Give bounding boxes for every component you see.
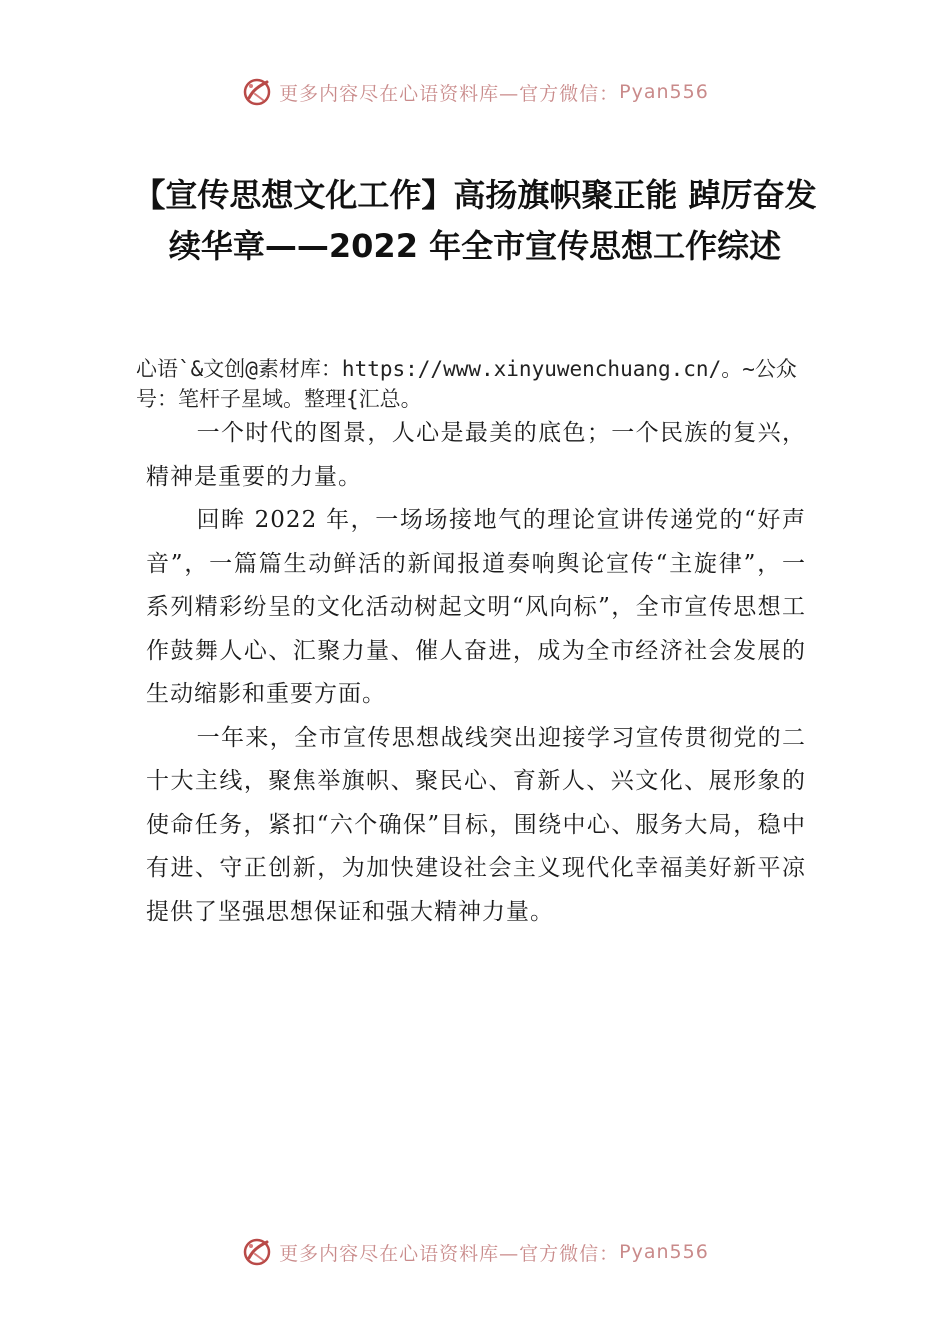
- brand-logo-icon: [241, 1236, 273, 1268]
- banner-text: 更多内容尽在心语资料库—官方微信：: [279, 82, 620, 105]
- paragraph: 一年来，全市宣传思想战线突出迎接学习宣传贯彻党的二十大主线，聚焦举旗帜、聚民心、育新人、兴文化、展形象的使命任务，紧扣“六个确保”目标，围绕中心、服务大局，稳中有进、守正创新，为加快建设社会主义现代化幸福美好新平凉提供了坚强思想保证和强大精神力量。: [146, 724, 806, 925]
- banner-contact: Pyan556: [619, 81, 709, 103]
- brand-logo-icon: [241, 76, 273, 108]
- banner-text: 更多内容尽在心语资料库—官方微信：: [279, 1242, 620, 1265]
- document-title: 【宣传思想文化工作】高扬旗帜聚正能 踔厉奋发续华章——2022 年全市宣传思想工作综述: [133, 176, 817, 265]
- paragraph: 一个时代的图景，人心是最美的底色；一个民族的复兴，精神是重要的力量。: [146, 420, 806, 490]
- paragraph: 回眸 2022 年，一场场接地气的理论宣讲传递党的“好声音”，一篇篇生动鲜活的新闻报道奏响舆论宣传“主旋律”，一系列精彩纷呈的文化活动树起文明“风向标”，全市宣传思想工作鼓舞人心、汇聚力量、催人奋进，成为全市经济社会发展的生动缩影和重要方面。: [146, 507, 806, 707]
- footer-banner: [0, 1232, 950, 1272]
- source-note: 心语`&文创@素材库：https://www.xinyuwenchuang.cn/。~公众号：笔杆子星域。整理{汇总。: [136, 357, 797, 411]
- document-body: [146, 412, 806, 934]
- header-banner: [0, 72, 950, 112]
- banner-contact: Pyan556: [619, 1241, 709, 1263]
